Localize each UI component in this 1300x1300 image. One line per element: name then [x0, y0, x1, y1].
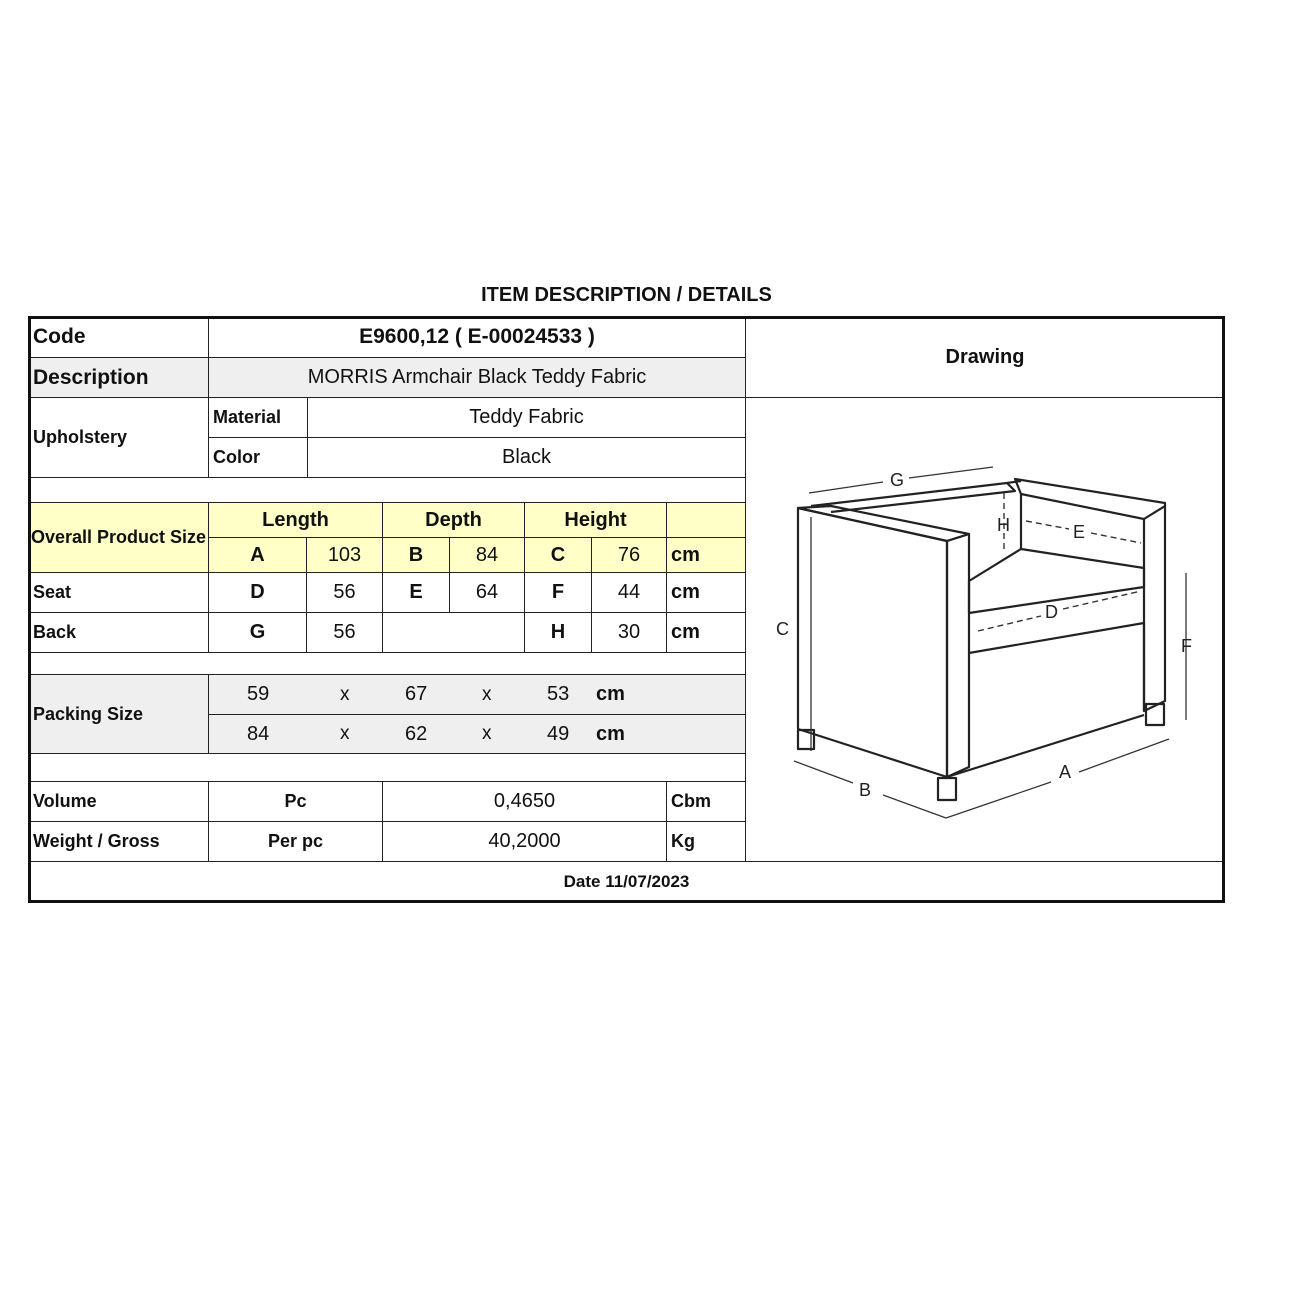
dim-val-d: 56 [306, 572, 383, 613]
dim-unit-seat: cm [666, 572, 746, 613]
back-empty-cell [382, 612, 525, 653]
drawing-letter-h: H [997, 515, 1010, 535]
packing-row-1 [208, 674, 746, 715]
material-value: Teddy Fabric [307, 397, 746, 438]
dim-line-b2 [883, 795, 946, 818]
packing-1-length: 59 [247, 683, 270, 705]
back-label: Back [28, 612, 209, 653]
drawing-letter-b: B [859, 780, 872, 800]
dim-unit-overall: cm [666, 537, 746, 573]
spacer-row [28, 477, 746, 503]
back-top-edge [1007, 481, 1021, 483]
packing-1-unit: cm [596, 683, 625, 705]
dim-val-e: 64 [449, 572, 525, 613]
overall-size-text: Overall Product Size [30, 527, 207, 547]
packing-row-2 [208, 714, 746, 754]
dim-key-b: B [382, 537, 450, 573]
dim-val-c: 76 [591, 537, 667, 573]
packing-2-x2: x [482, 723, 492, 744]
material-label: Material [208, 397, 308, 438]
drawing-letter-c: C [776, 619, 789, 639]
page-title: ITEM DESCRIPTION / DETAILS [481, 284, 772, 306]
dim-val-h: 30 [591, 612, 667, 653]
unit-header [666, 502, 746, 538]
drawing-letter-a: A [1059, 762, 1072, 782]
base-front [969, 623, 1144, 711]
spacer-row [28, 753, 746, 782]
dim-line-a2 [1079, 739, 1169, 772]
dim-line-b1 [794, 761, 853, 783]
date-footer: Date 11/07/2023 [28, 861, 1225, 903]
base-bottom [947, 715, 1144, 777]
packing-2-length: 84 [247, 722, 270, 745]
volume-label: Volume [28, 781, 209, 822]
dim-key-f: F [524, 572, 592, 613]
height-header: Height [524, 502, 667, 538]
dim-val-f: 44 [591, 572, 667, 613]
dim-val-g: 56 [306, 612, 383, 653]
description-label: Description [28, 357, 209, 398]
dim-key-d: D [208, 572, 307, 613]
dim-val-b: 84 [449, 537, 525, 573]
packing-2-width: 62 [405, 722, 428, 745]
drawing-letter-f: F [1181, 636, 1192, 656]
packing-1-height: 53 [547, 683, 570, 705]
dim-line-d1 [978, 616, 1041, 631]
seat-label: Seat [28, 572, 209, 613]
drawing-letter-g: G [890, 470, 905, 490]
volume-basis: Pc [208, 781, 383, 822]
leg-back-right [1146, 704, 1164, 725]
packing-2-unit: cm [596, 722, 625, 745]
dim-unit-back: cm [666, 612, 746, 653]
volume-value: 0,4650 [382, 781, 667, 822]
code-label: Code [28, 316, 209, 358]
left-arm-front [798, 508, 947, 777]
dim-key-a: A [208, 537, 307, 573]
dim-line-g2 [909, 467, 993, 478]
weight-label: Weight / Gross [28, 821, 209, 862]
right-arm-inner [1144, 506, 1165, 519]
dim-line-e1 [1026, 521, 1069, 529]
volume-unit: Cbm [666, 781, 746, 822]
packing-2-height: 49 [547, 722, 570, 745]
left-arm-side [947, 534, 969, 777]
packing-1-width: 67 [405, 683, 428, 705]
spacer-row [28, 652, 746, 675]
armchair-drawing [746, 398, 1224, 861]
dim-line-e2 [1091, 533, 1141, 543]
weight-basis: Per pc [208, 821, 383, 862]
code-value: E9600,12 ( E-00024533 ) [208, 316, 746, 358]
leg-front-mid [938, 778, 956, 800]
drawing-header: Drawing [745, 316, 1225, 398]
overall-size-label [28, 502, 209, 573]
packing-1-x1: x [340, 683, 350, 705]
dim-key-c: C [524, 537, 592, 573]
packing-label: Packing Size [28, 674, 209, 754]
packing-1-x2: x [482, 683, 492, 705]
color-label: Color [208, 437, 308, 478]
drawing-letter-e: E [1073, 522, 1086, 542]
color-value: Black [307, 437, 746, 478]
drawing-letter-d: D [1045, 602, 1058, 622]
weight-value: 40,2000 [382, 821, 667, 862]
weight-unit: Kg [666, 821, 746, 862]
upholstery-label: Upholstery [28, 397, 209, 478]
length-header: Length [208, 502, 383, 538]
packing-2-x1: x [340, 723, 350, 744]
dim-key-g: G [208, 612, 307, 653]
dim-val-a: 103 [306, 537, 383, 573]
drawing-area [745, 397, 1225, 862]
dim-key-h: H [524, 612, 592, 653]
depth-header: Depth [382, 502, 525, 538]
left-arm-top [798, 506, 969, 541]
description-value: MORRIS Armchair Black Teddy Fabric [208, 357, 746, 398]
dim-key-e: E [382, 572, 450, 613]
dim-line-g1 [809, 482, 883, 493]
dim-line-a1 [946, 782, 1051, 818]
